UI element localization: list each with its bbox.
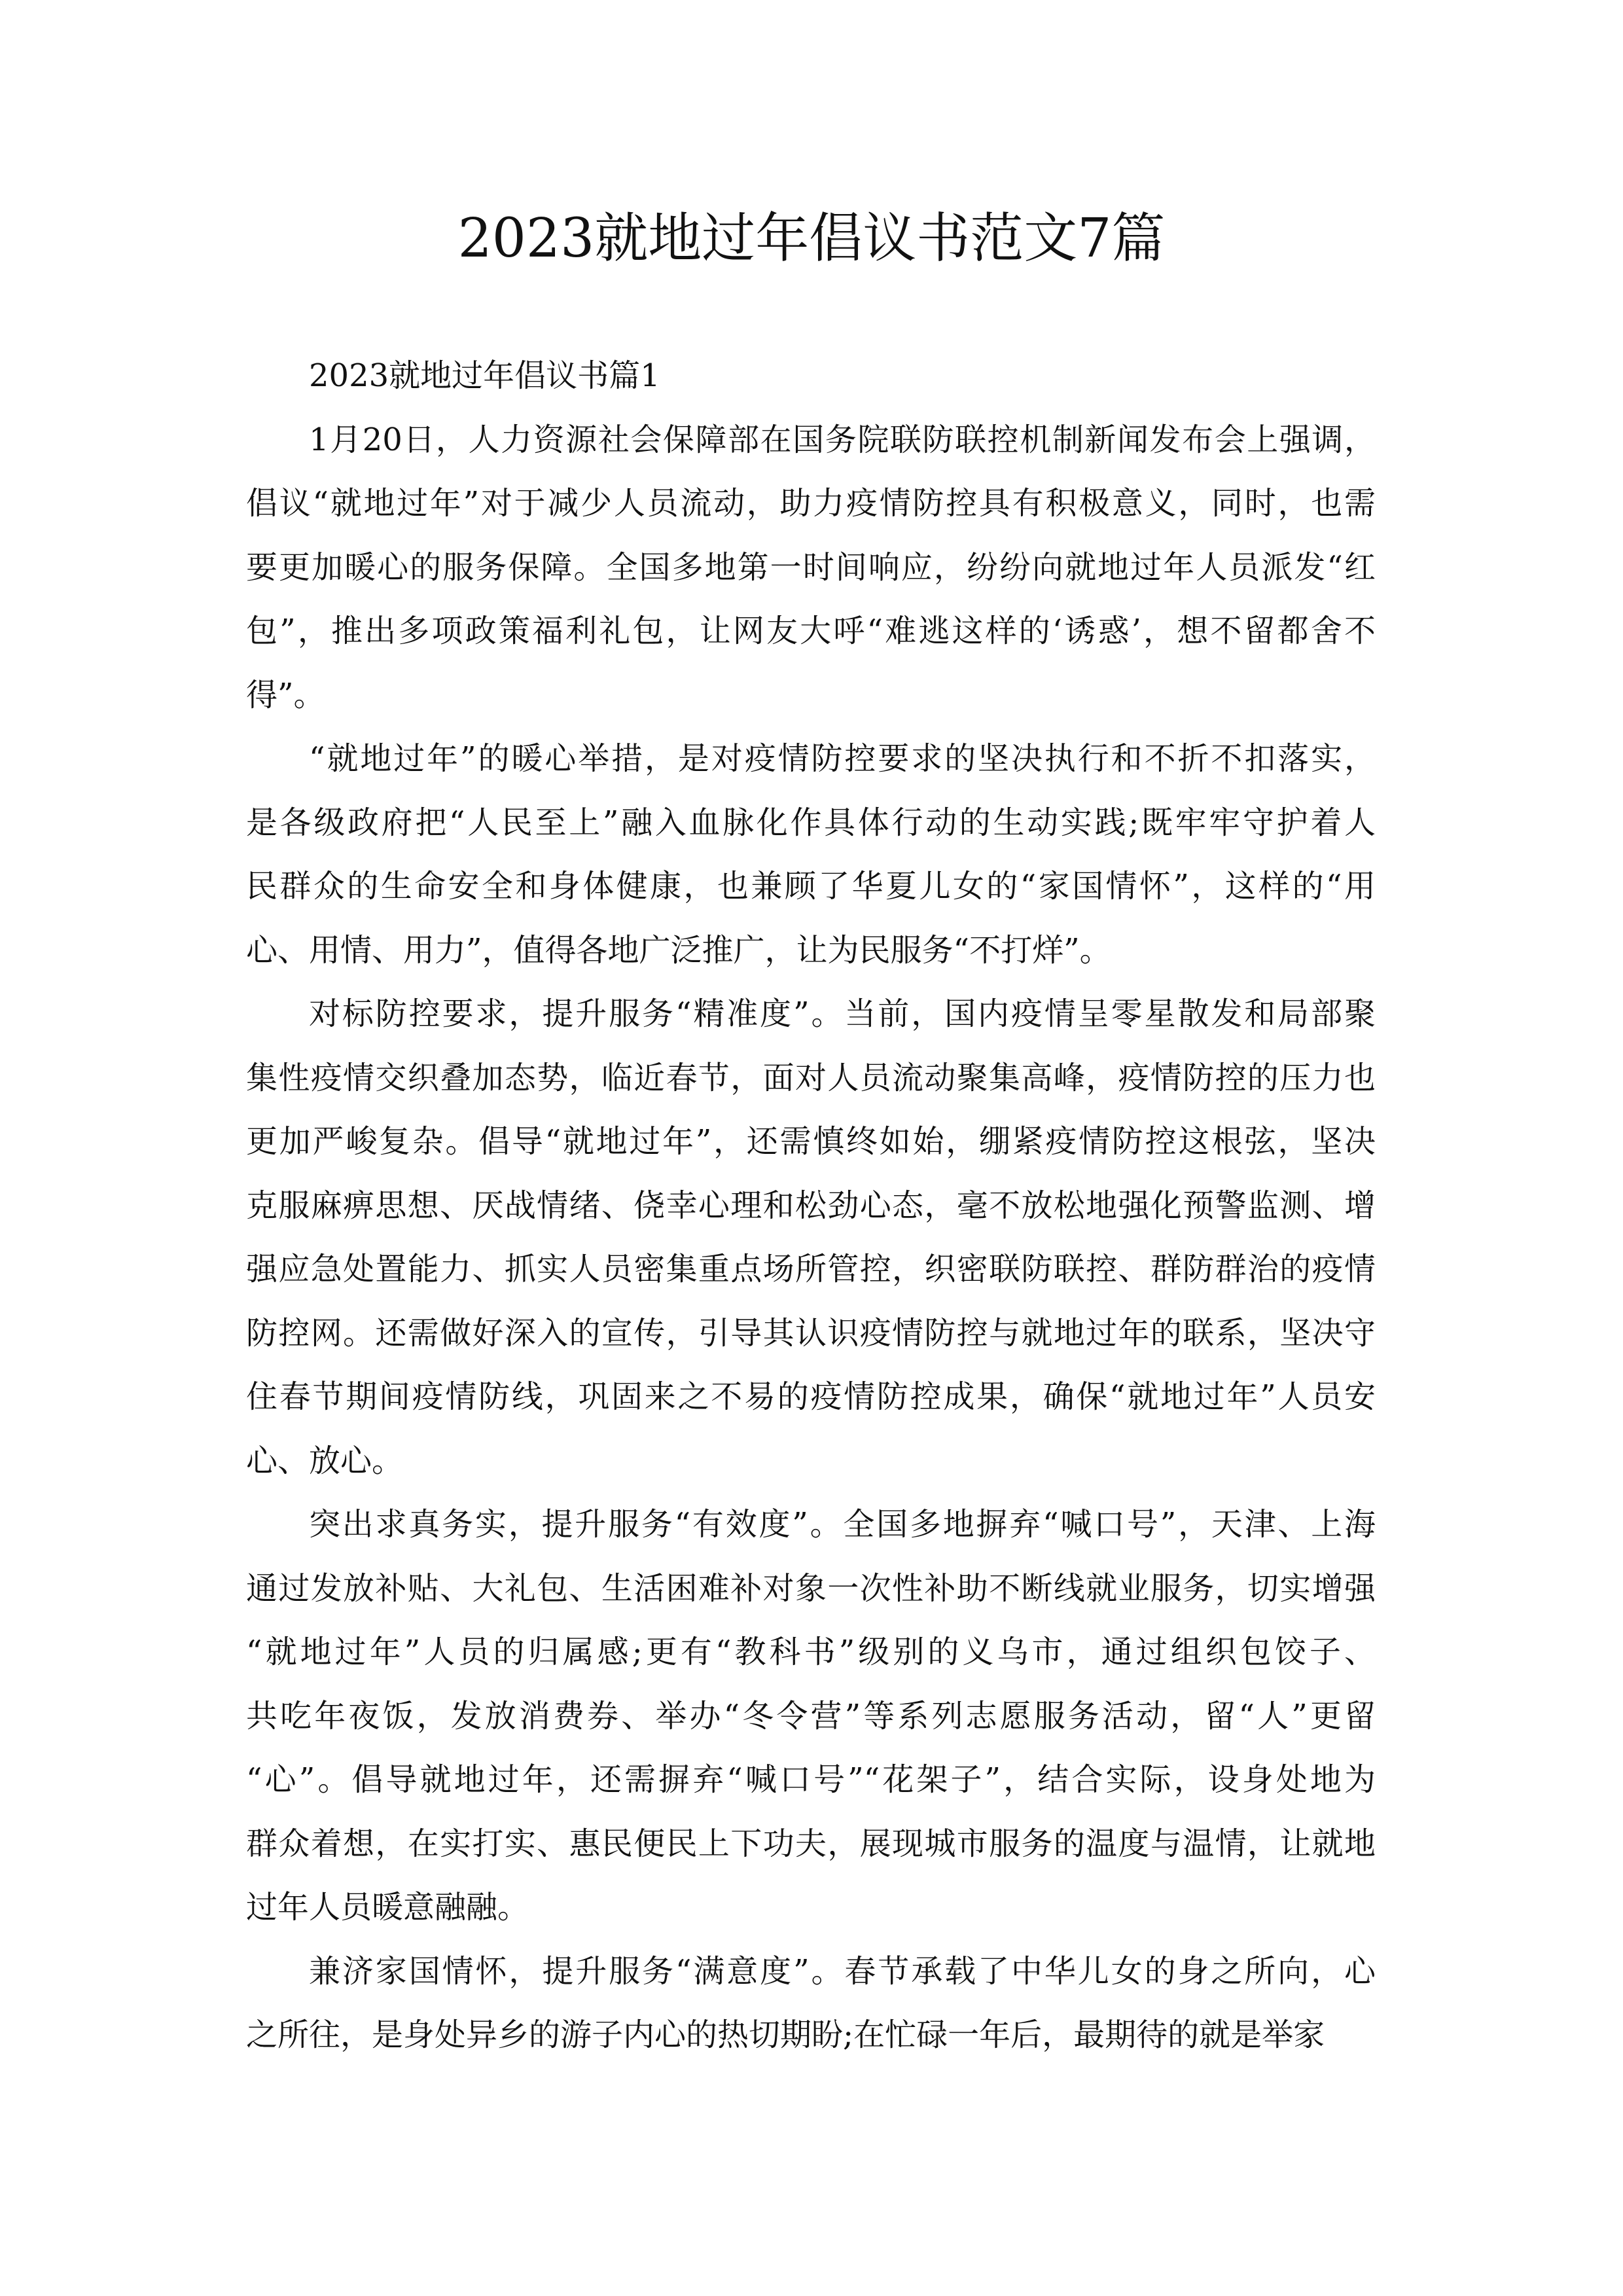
paragraph-line: “就地过年”人员的归属感;更有“教科书”级别的义乌市，通过组织包饺子、 (246, 1634, 1376, 1670)
paragraph-line: 集性疫情交织叠加态势，临近春节，面对人员流动聚集高峰，疫情防控的压力也 (246, 1059, 1376, 1096)
paragraph-line: 对标防控要求，提升服务“精准度”。当前，国内疫情呈零星散发和局部聚 (309, 996, 1376, 1032)
paragraph-line: 通过发放补贴、大礼包、生活困难补对象一次性补助不断线就业服务，切实增强 (246, 1570, 1376, 1607)
paragraph (246, 727, 1376, 982)
paragraph-line: 过年人员暖意融融。 (246, 1889, 529, 1926)
document-title: 2023就地过年倡议书范文7篇 (457, 207, 1166, 270)
paragraph (246, 1940, 1376, 2068)
paragraph-line: 心、用情、用力”，值得各地广泛推广，让为民服务“不打烊”。 (246, 931, 1111, 969)
paragraphs (246, 408, 1376, 2068)
paragraph-line: 包”，推出多项政策福利礼包，让网友大呼“难逃这样的‘诱惑’，想不留都舍不 (246, 613, 1376, 649)
paragraph-line: 兼济家国情怀，提升服务“满意度”。春节承载了中华儿女的身之所向，心 (309, 1952, 1376, 1990)
paragraph-line: 心、放心。 (246, 1442, 404, 1479)
paragraph-line: “心”。倡导就地过年，还需摒弃“喊口号”“花架子”，结合实际，设身处地为 (246, 1761, 1376, 1798)
paragraph-line: 克服麻痹思想、厌战情绪、侥幸心理和松劲心态，毫不放松地强化预警监测、增 (246, 1187, 1376, 1224)
paragraph-line: 要更加暖心的服务保障。全国多地第一时间响应，纷纷向就地过年人员派发“红 (246, 548, 1376, 586)
paragraph-line: 倡议“就地过年”对于减少人员流动，助力疫情防控具有积极意义，同时，也需 (246, 485, 1376, 522)
paragraph-line: 得”。 (246, 676, 325, 713)
paragraph-line: 住春节期间疫情防线，巩固来之不易的疫情防控成果，确保“就地过年”人员安 (246, 1378, 1376, 1415)
paragraph-line: 强应急处置能力、抓实人员密集重点场所管控，织密联防联控、群防群治的疫情 (246, 1251, 1376, 1287)
paragraph-line: 防控网。还需做好深入的宣传，引导其认识疫情防控与就地过年的联系，坚决守 (246, 1314, 1376, 1352)
section-heading: 2023就地过年倡议书篇1 (309, 357, 660, 394)
paragraph-line: 1月20日，人力资源社会保障部在国务院联防联控机制新闻发布会上强调， (309, 421, 1376, 458)
paragraph-line: 民群众的生命安全和身体健康，也兼顾了华夏儿女的“家国情怀”，这样的“用 (246, 868, 1376, 905)
paragraph-line: 是各级政府把“人民至上”融入血脉化作具体行动的生动实践;既牢牢守护着人 (246, 804, 1376, 841)
paragraph (246, 982, 1376, 1493)
document-body (246, 344, 1376, 2068)
paragraph-line: 共吃年夜饭，发放消费券、举办“冬令营”等系列志愿服务活动，留“人”更留 (246, 1697, 1376, 1734)
paragraph-line: 突出求真务实，提升服务“有效度”。全国多地摒弃“喊口号”，天津、上海 (309, 1506, 1376, 1543)
paragraph-line: 更加严峻复杂。倡导“就地过年”，还需慎终如始，绷紧疫情防控这根弦，坚决 (246, 1123, 1376, 1160)
paragraph (246, 1493, 1376, 1940)
paragraph-line: 群众着想，在实打实、惠民便民上下功夫，展现城市服务的温度与温情，让就地 (246, 1825, 1376, 1862)
paragraph (246, 408, 1376, 728)
paragraph-line: 之所往，是身处异乡的游子内心的热切期盼;在忙碌一年后，最期待的就是举家 (246, 2017, 1325, 2053)
paragraph-line: “就地过年”的暖心举措，是对疫情防控要求的坚决执行和不折不扣落实， (309, 740, 1376, 777)
